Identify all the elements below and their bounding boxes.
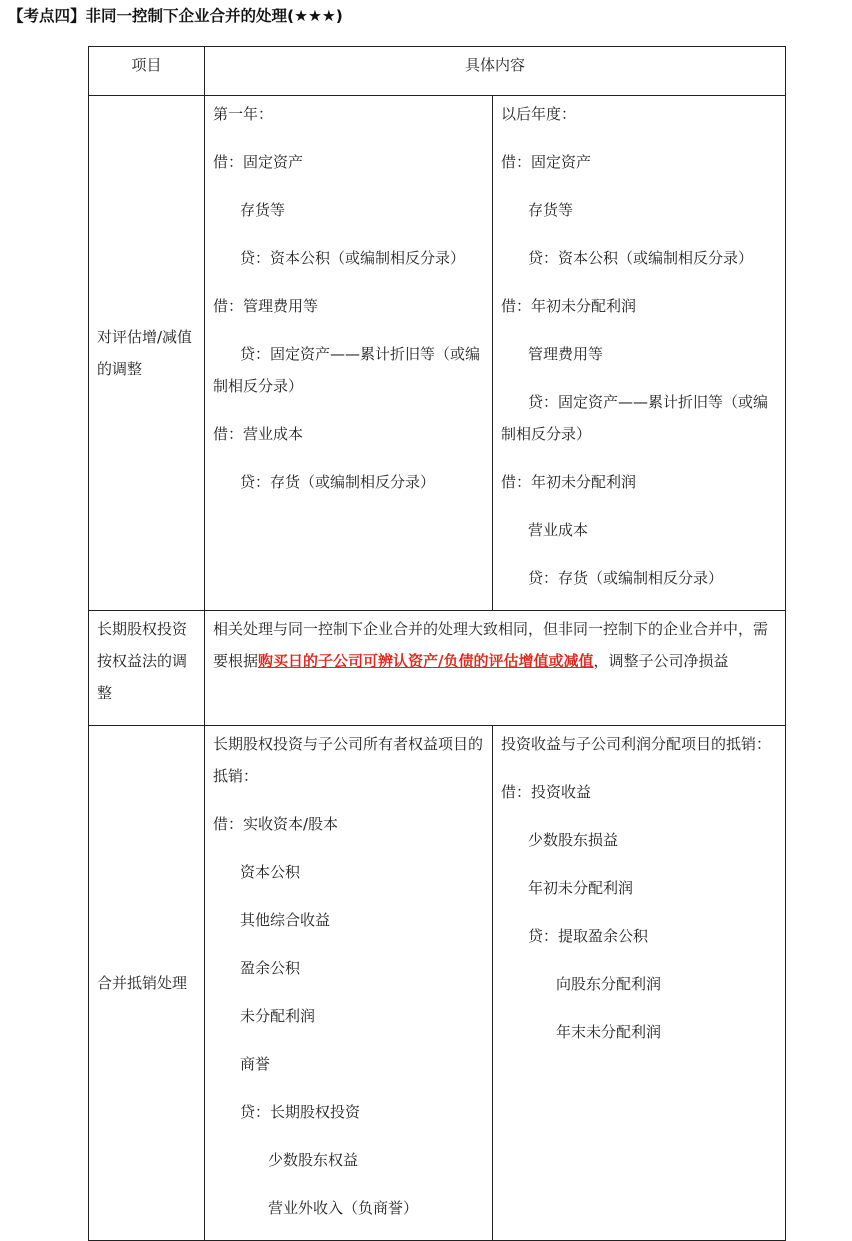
entry-line: 盈余公积 [240, 959, 301, 977]
entry-line: 少数股东损益 [528, 831, 619, 849]
content-table [88, 46, 786, 1241]
entry-line: 借：投资收益 [501, 783, 592, 801]
entry-line: 营业成本 [528, 521, 589, 539]
entry-line: 借：营业成本 [213, 425, 304, 443]
entry-line: 借：固定资产 [213, 153, 304, 171]
entry-line: 借：固定资产 [501, 153, 592, 171]
entry-line: 存货等 [528, 201, 574, 219]
table-row [89, 726, 786, 1241]
entry-line: 投资收益与子公司利润分配项目的抵销： [501, 735, 772, 753]
description-cell [205, 611, 786, 726]
entry-line: 贷：提取盈余公积 [528, 927, 649, 945]
entry-line: 借：管理费用等 [213, 297, 319, 315]
entry-line: 借：年初未分配利润 [501, 473, 637, 491]
header-content: 具体内容 [464, 56, 525, 74]
left-cell [205, 96, 493, 611]
entry-line: 借：年初未分配利润 [501, 297, 637, 315]
emphasis-text: 购买日的子公司可辨认资产/负债的评估增值或减值 [258, 652, 594, 670]
entry-line: 以后年度： [501, 105, 577, 123]
table-row [89, 96, 786, 611]
row-label: 对评估增/减值的调整 [89, 96, 205, 611]
entry-line: 商誉 [240, 1055, 271, 1073]
entry-line: 未分配利润 [240, 1007, 316, 1025]
description-paragraph [205, 611, 785, 677]
description-text: 相关处理与同一控制下企业合并的处理大致相同，但非同一控制下的企业合并中，需要根据 [213, 620, 769, 670]
entry-line: 贷：长期股权投资 [240, 1103, 361, 1121]
left-cell [205, 726, 493, 1241]
entry-line: 向股东分配利润 [556, 975, 662, 993]
entry-line: 资本公积 [240, 863, 301, 881]
entry-line: 年末未分配利润 [556, 1023, 662, 1041]
entry-line: 贷：固定资产——累计折旧等（或编制相反分录） [501, 393, 769, 443]
header-item: 项目 [131, 56, 162, 74]
entry-line: 第一年： [213, 105, 274, 123]
entry-line: 少数股东权益 [268, 1151, 359, 1169]
row-label: 合并抵销处理 [89, 726, 205, 1241]
right-cell [493, 96, 786, 611]
entry-line: 营业外收入（负商誉） [268, 1199, 419, 1217]
entry-line: 贷：固定资产——累计折旧等（或编制相反分录） [213, 345, 481, 395]
entry-line: 其他综合收益 [240, 911, 331, 929]
entry-line: 贷：存货（或编制相反分录） [240, 473, 436, 491]
entry-line: 管理费用等 [528, 345, 604, 363]
section-title: 【考点四】非同一控制下企业合并的处理(★★★) [8, 7, 343, 25]
entry-line: 借：实收资本/股本 [213, 815, 339, 833]
right-cell [493, 726, 786, 1241]
entry-line: 贷：资本公积（或编制相反分录） [240, 249, 466, 267]
entry-line: 存货等 [240, 201, 286, 219]
entry-line: 贷：存货（或编制相反分录） [528, 569, 724, 587]
table-row [89, 611, 786, 726]
table-header-row [89, 47, 786, 96]
row-label: 长期股权投资按权益法的调整 [89, 611, 205, 726]
header-content-cell [205, 47, 786, 96]
entry-line: 长期股权投资与子公司所有者权益项目的抵销： [213, 735, 484, 785]
entry-line: 贷：资本公积（或编制相反分录） [528, 249, 754, 267]
header-item-cell [89, 47, 205, 96]
description-text-end: ，调整子公司净损益 [593, 652, 729, 670]
entry-line: 年初未分配利润 [528, 879, 634, 897]
